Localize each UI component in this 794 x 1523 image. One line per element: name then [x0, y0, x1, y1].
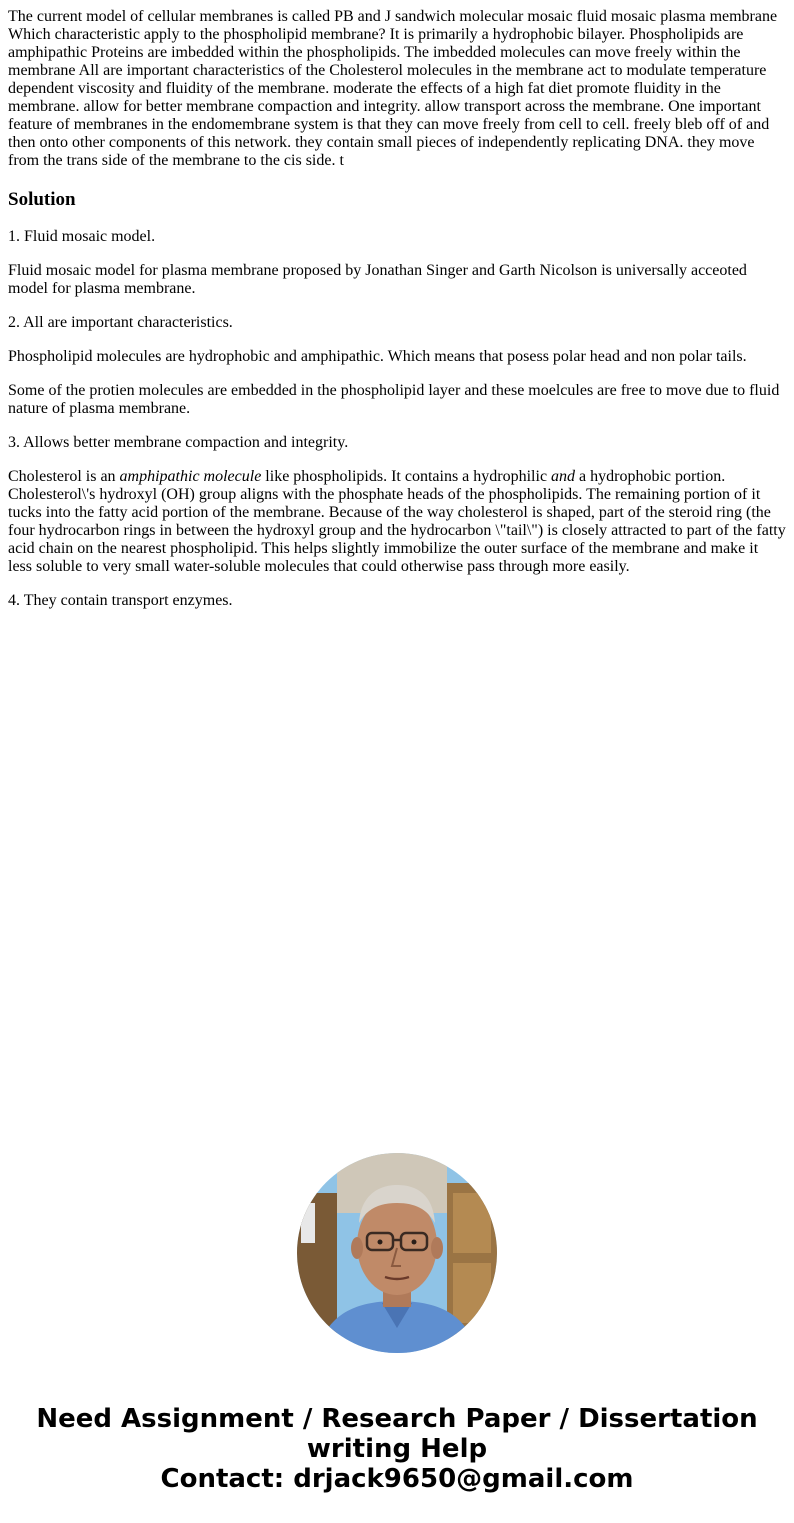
answer-2-explanation-b: Some of the protien molecules are embedded in the phospholipid layer and these moelcules are free to move due to fluid nature of plasma membrane.: [8, 382, 780, 417]
answer-3-explanation: [8, 468, 786, 576]
answer-4: 4. They contain transport enzymes.: [8, 592, 233, 609]
answer-2: 2. All are important characteristics.: [8, 314, 233, 331]
tutor-portrait-image: [297, 1153, 497, 1353]
cholesterol-text-3: a hydrophobic portion. Cholesterol\'s hydroxyl (OH) group aligns with the phosphate heads of the phospholipids. The remaining portion of it tucks into the fatty acid portion of the membrane. Because of the way cholesterol is shaped, part of the steroid ring (the four hydrocarbon rings in between the hydroxyl group and the hydrocarbon \"tail\") is closely attracted to part of the fatty acid chain on the nearest phospholipid. This helps slightly immobilize the outer surface of the membrane and make it less soluble to very small water-soluble molecules that could otherwise pass through more easily.: [8, 468, 786, 575]
cholesterol-italic-2: and: [551, 468, 576, 485]
cholesterol-text-1: Cholesterol is an: [8, 468, 120, 485]
page-content: [8, 8, 786, 626]
promo-line-1: Need Assignment / Research Paper / Dissertation: [36, 1404, 758, 1434]
question-text: The current model of cellular membranes is called PB and J sandwich molecular mosaic fluid mosaic plasma membrane Which characteristic apply to the phospholipid membrane? It is primarily a hydrophobic bilayer. Phospholipids are amphipathic Proteins are imbedded within the phospholipids. The imbedded molecules can move freely within the membrane All are important characteristics of the Cholesterol molecules in the membrane act to modulate temperature dependent viscosity and fluidity of the membrane. moderate the effects of a high fat diet promote fluidity in the membrane. allow for better membrane compaction and integrity. allow transport across the membrane. One important feature of membranes in the endomembrane system is that they can move freely from cell to cell. freely bleb off of and then onto other components of this network. they contain small pieces of independently replicating DNA. they move from the trans side of the membrane to the cis side. t: [8, 8, 778, 169]
cholesterol-italic-1: amphipathic molecule: [119, 468, 262, 485]
promo-line-2: writing Help: [306, 1434, 488, 1464]
answer-1-explanation: Fluid mosaic model for plasma membrane proposed by Jonathan Singer and Garth Nicolson is universally acceoted model for plasma membrane.: [8, 262, 747, 297]
promo-banner: [0, 1404, 794, 1494]
answer-2-explanation-a: Phospholipid molecules are hydrophobic and amphipathic. Which means that posess polar head and non polar tails.: [8, 348, 747, 365]
cholesterol-text-2: like phospholipids. It contains a hydrophilic: [261, 468, 552, 485]
solution-heading: Solution: [8, 189, 76, 210]
promo-contact: Contact: drjack9650@gmail.com: [160, 1464, 634, 1494]
tutor-avatar: [297, 1153, 497, 1353]
answer-3: 3. Allows better membrane compaction and integrity.: [8, 434, 349, 451]
answer-1: 1. Fluid mosaic model.: [8, 228, 156, 245]
